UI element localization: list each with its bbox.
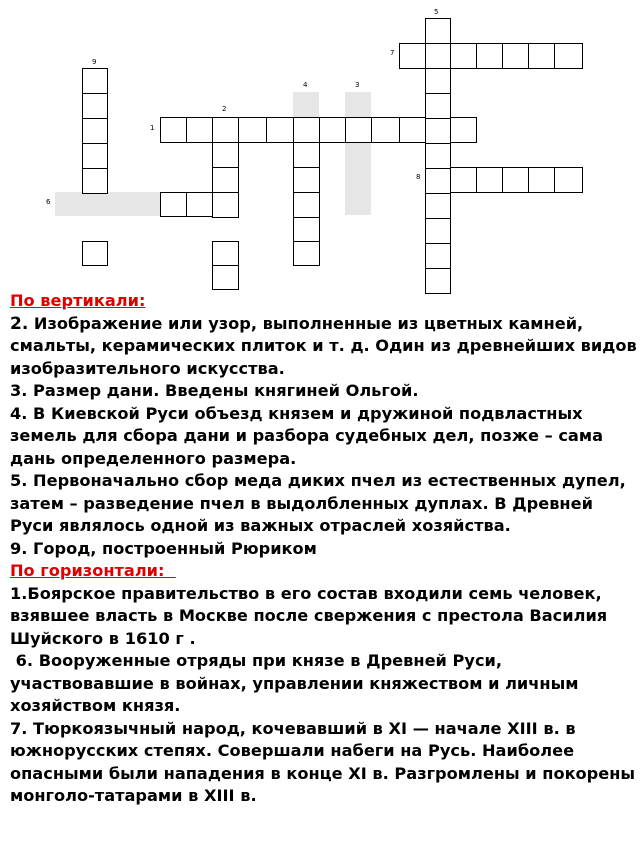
grid-cell[interactable] [293,192,320,218]
grid-cell[interactable] [160,192,187,217]
vertical-heading [10,290,638,313]
clue-text: Боярское правительство в его состав входили семь человек, взявшее власть в Москве после свержения с престола Василия Шуйского в 1610 г . [10,583,608,648]
clue-text: Город, построенный Рюриком [27,538,317,558]
grid-cell[interactable] [266,117,294,143]
clue-num: 7. [10,718,28,738]
clue-number-2: 2 [222,105,227,113]
grid-cell[interactable] [345,117,372,143]
grid-shade [345,92,371,120]
horizontal-heading [10,560,638,583]
vertical-clue-5 [10,470,638,538]
grid-cell[interactable] [450,43,477,69]
grid-cell[interactable] [502,43,529,69]
grid-cell[interactable] [186,117,213,143]
grid-cell[interactable] [319,117,346,143]
grid-cell[interactable] [160,117,187,143]
clue-number-5: 5 [434,8,439,16]
grid-cell[interactable] [425,143,451,169]
clue-number-4: 4 [303,81,308,89]
clue-text: Размер дани. Введены княгиней Ольгой. [27,381,419,400]
clue-text: Тюркоязычный народ, кочевавший в XI — начале XIII в. в южнорусских степях. Совершали набеги на Русь. Наиболее опасными были нападения в конце XI в. Разгромлены и покорены монголо-татарами в XIII в. [10,718,636,805]
clue-number-9: 9 [92,58,97,66]
grid-cell[interactable] [293,241,320,266]
horizontal-heading-text: По горизонтали: [10,561,176,580]
grid-cell[interactable] [399,43,426,69]
clue-num: 5. [10,471,28,490]
grid-cell[interactable] [425,68,451,94]
grid-cell[interactable] [425,18,451,44]
grid-cell[interactable] [554,43,583,69]
grid-cell[interactable] [528,167,555,193]
grid-cell[interactable] [238,117,267,143]
grid-cell[interactable] [293,117,320,143]
horizontal-clue-1 [10,583,638,651]
grid-cell[interactable] [82,118,108,144]
clue-number-7: 7 [390,49,395,57]
grid-cell[interactable] [425,218,451,244]
grid-cell[interactable] [293,167,320,193]
grid-cell[interactable] [476,43,503,69]
clues-text [10,290,638,808]
grid-cell[interactable] [293,217,320,242]
grid-cell[interactable] [212,117,239,143]
grid-shade [55,192,161,216]
grid-cell[interactable] [425,118,451,144]
grid-cell[interactable] [528,43,555,69]
vertical-clue-4 [10,403,638,471]
grid-shade [293,92,319,120]
grid-cell[interactable] [450,167,477,193]
vertical-clue-9 [10,538,638,561]
vertical-heading-text: По вертикали: [10,291,146,310]
clue-num: 9. [10,538,28,558]
clue-number-8: 8 [416,173,421,181]
grid-cell[interactable] [425,243,451,269]
clue-num: 2. [10,313,29,334]
clue-num: 4. [10,403,28,423]
grid-cell[interactable] [399,117,426,143]
grid-cell[interactable] [212,265,239,290]
vertical-clue-3 [10,380,638,403]
clue-number-1: 1 [150,124,155,132]
grid-cell[interactable] [476,167,503,193]
clue-text: Первоначально сбор меда диких пчел из естественных дупел, затем – разведение пчел в выдолбленных дуплах. В Древней Руси являлось одной из важных отраслей хозяйства. [10,471,626,535]
grid-cell[interactable] [502,167,529,193]
grid-cell[interactable] [450,117,477,143]
clue-text: Изображение или узор, выполненные из цветных камней, смальты, керамических плиток и т. д. Один из древнейших видов изобразительного искусства. [10,313,637,378]
clue-num: 3. [10,381,28,400]
grid-cell[interactable] [82,143,108,169]
grid-cell[interactable] [554,167,583,193]
grid-cell[interactable] [425,193,451,219]
clue-number-6: 6 [46,198,51,206]
clue-num: 1. [10,583,28,603]
grid-cell[interactable] [212,167,239,193]
grid-cell[interactable] [186,192,213,217]
grid-cell[interactable] [82,168,108,194]
grid-cell[interactable] [425,43,451,69]
grid-cell[interactable] [82,68,108,94]
vertical-clue-2 [10,313,638,381]
grid-cell[interactable] [82,93,108,119]
grid-cell[interactable] [212,192,239,218]
grid-cell[interactable] [212,241,239,266]
grid-cell[interactable] [425,168,451,194]
crossword-grid [0,0,640,300]
grid-cell[interactable] [425,93,451,119]
horizontal-clue-6 [10,650,638,718]
clue-num: 6. [10,651,34,670]
clue-text: Вооруженные отряды при князе в Древней Руси, участвовавшие в войнах, управлении княжеством и личным хозяйством князя. [10,651,579,715]
horizontal-clue-7 [10,718,638,808]
grid-shade [345,140,371,215]
grid-cell[interactable] [82,241,108,266]
clue-number-3: 3 [355,81,360,89]
grid-cell[interactable] [293,142,320,168]
clue-text: В Киевской Руси объезд князем и дружиной подвластных земель для сбора дани и разбора судебных дел, позже – сама дань определенного размера. [10,403,604,468]
grid-cell[interactable] [371,117,400,143]
grid-cell[interactable] [212,142,239,168]
